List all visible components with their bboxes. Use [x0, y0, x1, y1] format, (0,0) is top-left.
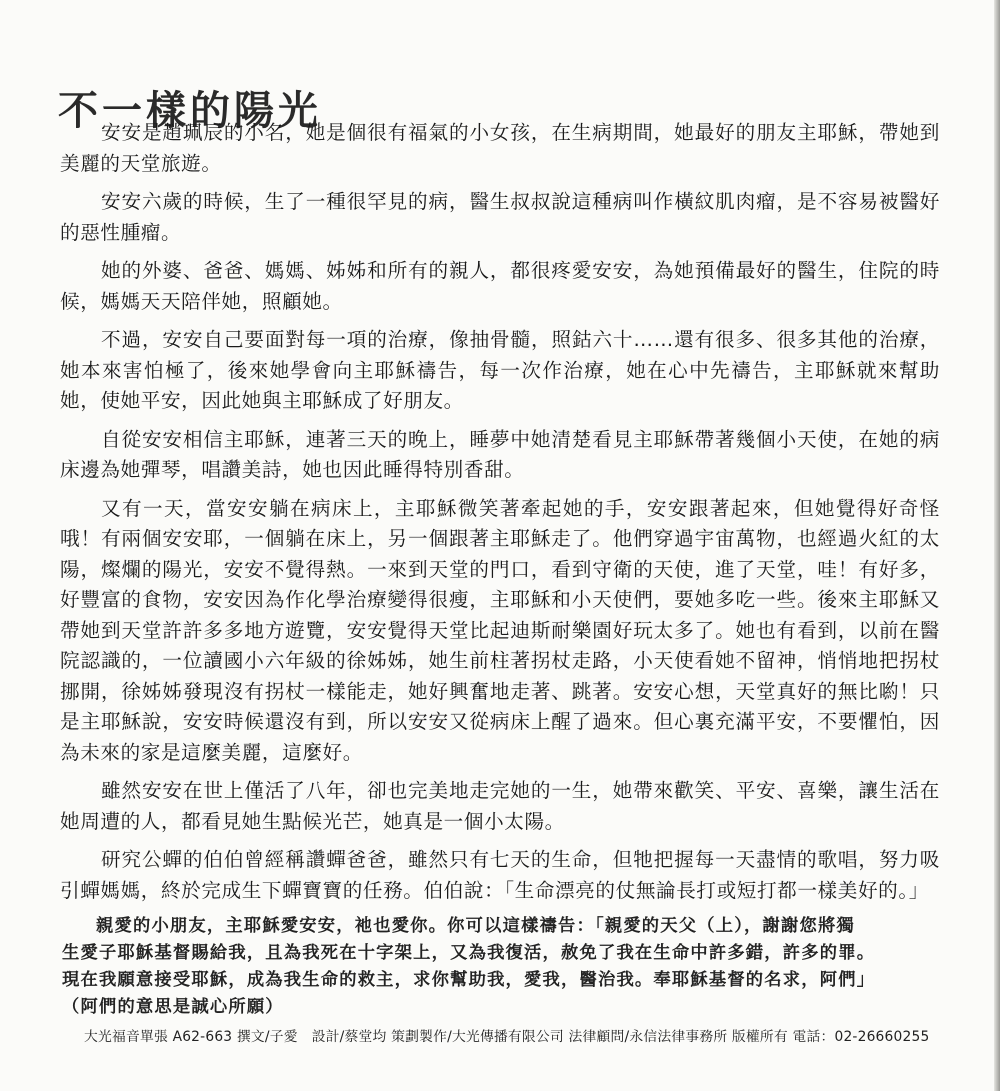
prayer-line: 親愛的小朋友，主耶穌愛安安，祂也愛你。你可以這樣禱告：「親愛的天父（上），謝謝您將獨 [96, 916, 855, 936]
paragraph: 她的外婆、爸爸、媽媽、姊姊和所有的親人，都很疼愛安安，為她預備最好的醫生，住院的時候，媽媽天天陪伴她，照顧她。 [60, 259, 940, 313]
paragraph: 安安是趙珮辰的小名，她是個很有福氣的小女孩，在生病期間，她最好的朋友主耶穌，帶她到美麗的天堂旅遊。 [60, 121, 940, 175]
publisher-footer: 大光福音單張 A62-663 撰文/子愛 設計/蔡堂均 策劃製作/大光傳播有限公司 法律顧問/永信法律事務所 版權所有 電話：02-26660255 [84, 1029, 930, 1045]
paragraph: 雖然安安在世上僅活了八年，卻也完美地走完她的一生，她帶來歡笑、平安、喜樂，讓生活在她周遭的人，都看見她生點候光芒，她真是一個小太陽。 [60, 779, 940, 833]
page-title: 不一樣的陽光 [58, 87, 322, 134]
paragraph: 安安六歲的時候，生了一種很罕見的病，醫生叔叔說這種病叫作橫紋肌肉瘤，是不容易被醫好的惡性腫瘤。 [60, 190, 940, 244]
paragraph: 自從安安相信主耶穌，連著三天的晚上，睡夢中她清楚看見主耶穌帶著幾個小天使，在她的病床邊為她彈琴，唱讚美詩，她也因此睡得特別香甜。 [60, 427, 940, 481]
article-body [60, 118, 940, 914]
prayer-box [62, 913, 962, 1021]
page-edge [994, 0, 1000, 1091]
prayer-note: （阿們的意思是誠心所願） [62, 997, 284, 1017]
paragraph: 又有一天，當安安躺在病床上，主耶穌微笑著牽起她的手，安安跟著起來，但她覺得好奇怪哦！有兩個安安耶，一個躺在床上，另一個跟著主耶穌走了。他們穿過宇宙萬物，也經過火紅的太陽，燦爛的陽光，安安不覺得熱。一來到天堂的門口，看到守衛的天使，進了天堂，哇！有好多，好豐富的食物，安安因為作化學治療變得很瘦，主耶穌和小天使們，要她多吃一些。後來主耶穌又帶她到天堂許許多多地方遊覽，安安覺得天堂比起迪斯耐樂園好玩太多了。她也有看到，以前在醫院認識的，一位讀國小六年級的徐姊姊，她生前柱著拐杖走路，小天使看她不留神，悄悄地把拐杖挪開，徐姊姊發現沒有拐杖一樣能走，她好興奮地走著、跳著。安安心想，天堂真好的無比喲！只是主耶穌說，安安時候還沒有到，所以安安又從病床上醒了過來。但心裏充滿平安，不要懼怕，因為未來的家是這麼美麗，這麼好。 [60, 496, 940, 764]
paragraph: 不過，安安自己要面對每一項的治療，像抽骨髓，照鈷六十……還有很多、很多其他的治療，她本來害怕極了，後來她學會向主耶穌禱告，每一次作治療，她在心中先禱告，主耶穌就來幫助她，使她平安，因此她與主耶穌成了好朋友。 [60, 328, 940, 412]
prayer-line: 現在我願意接受耶穌，成為我生命的救主，求你幫助我，愛我，醫治我。奉耶穌基督的名求，阿們」 [62, 970, 876, 990]
paragraph: 研究公蟬的伯伯曾經稱讚蟬爸爸，雖然只有七天的生命，但牠把握每一天盡情的歌唱，努力吸引蟬媽媽，終於完成生下蟬寶寶的任務。伯伯說：「生命漂亮的仗無論長打或短打都一樣美好的。」 [60, 848, 940, 902]
prayer-line: 生愛子耶穌基督賜給我，且為我死在十字架上，又為我復活，赦免了我在生命中許多錯，許多的罪。 [62, 943, 876, 963]
